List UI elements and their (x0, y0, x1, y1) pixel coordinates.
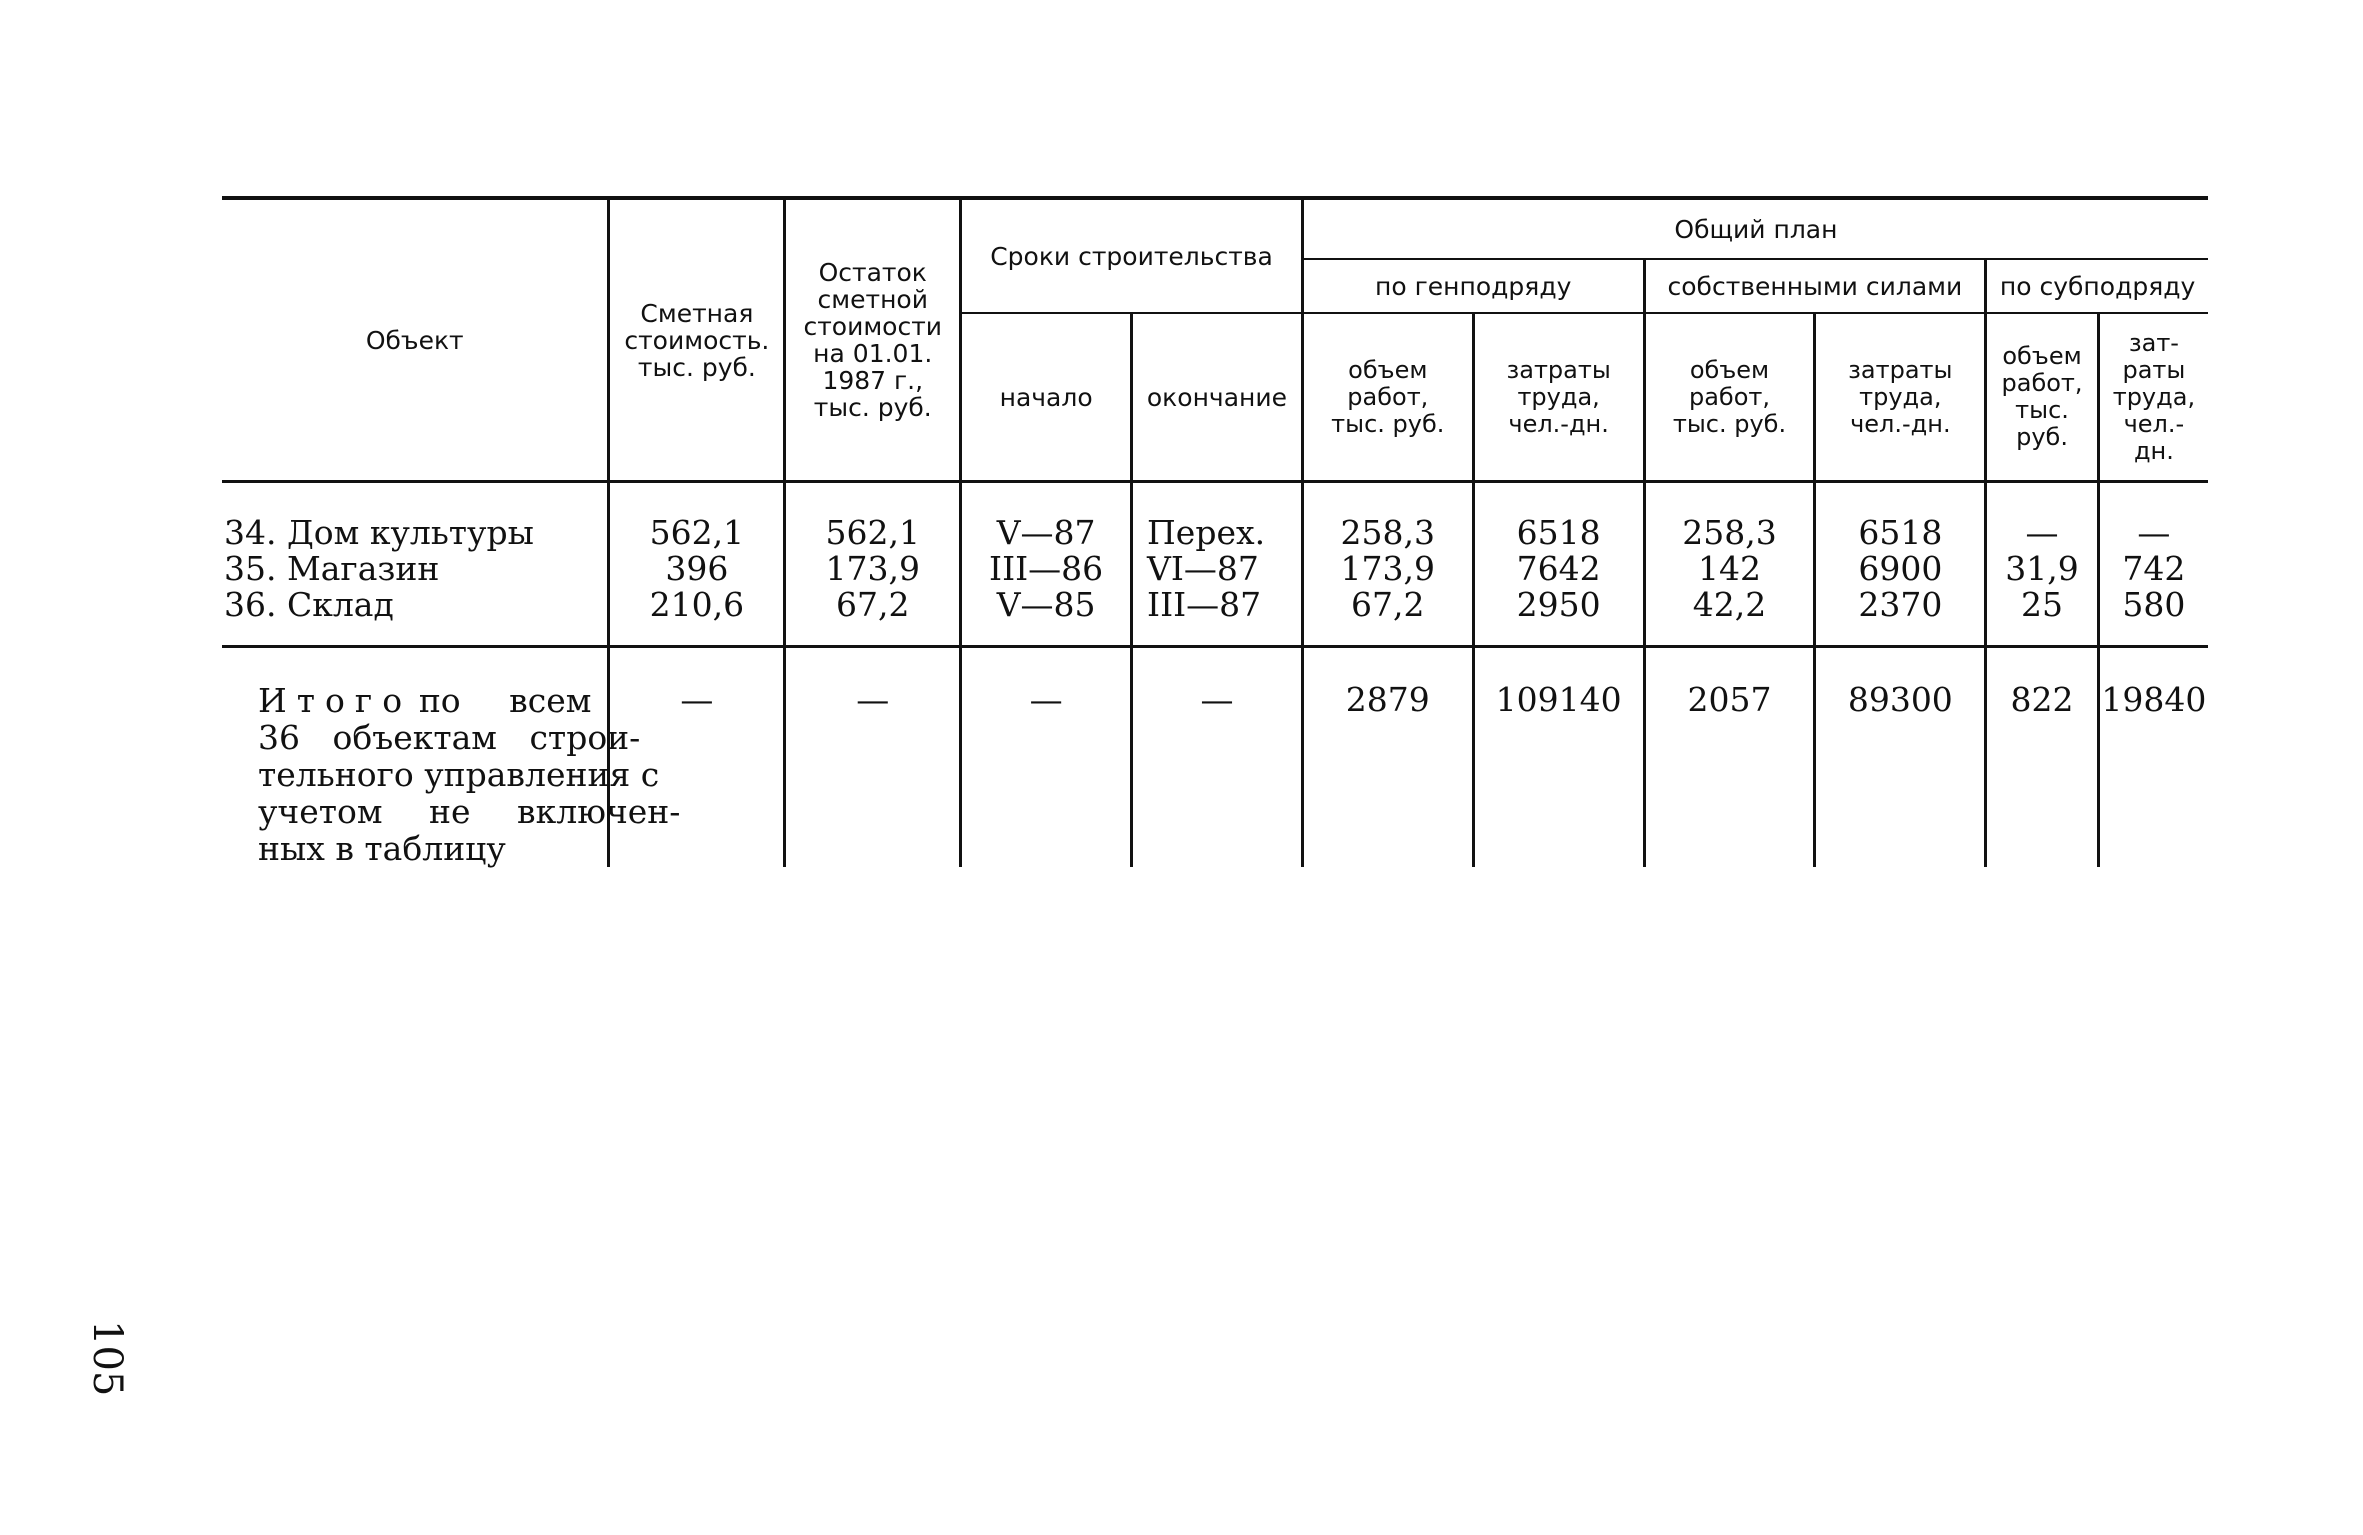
cell-gen-labor: 6518 7642 2950 (1473, 493, 1644, 647)
cell-sub-labor: — 742 580 (2098, 493, 2208, 647)
cell-remaining-cost: 562,1 173,9 67,2 (785, 493, 961, 647)
cell-total-own-volume: 2057 (1644, 647, 1815, 868)
cell-gen-volume: 258,3 173,9 67,2 (1302, 493, 1473, 647)
cell-total-start: — (961, 647, 1132, 868)
header-own-forces: собственными силами (1644, 259, 1986, 313)
cell-total-remaining-cost: — (785, 647, 961, 868)
header-general-plan: Общий план (1302, 198, 2208, 259)
total-label-lead: Итого (258, 681, 413, 720)
header-start: начало (961, 313, 1132, 482)
cell-start: V—87 III—86 V—85 (961, 493, 1132, 647)
construction-objects-table (222, 196, 2208, 867)
cell-total-sub-volume: 822 (1986, 647, 2099, 868)
header-sub-labor: зат- раты труда, чел.- дн. (2098, 313, 2208, 482)
table-body (222, 482, 2208, 868)
header-gen-labor: затраты труда, чел.-дн. (1473, 313, 1644, 482)
header-general-contract: по генподряду (1302, 259, 1644, 313)
table-row-total (222, 647, 2208, 868)
header-gen-volume: объем работ, тыс. руб. (1302, 313, 1473, 482)
cell-total-gen-labor: 109140 (1473, 647, 1644, 868)
cell-end: Перех. VI—87 III—87 (1132, 493, 1303, 647)
cell-total-label: Итого по всем 36 объектам строи- тельного управления с учетом не включен- ных в таблицу (222, 647, 609, 868)
cell-sub-volume: — 31,9 25 (1986, 493, 2099, 647)
table-row-objects (222, 493, 2208, 647)
header-own-volume: объем работ, тыс. руб. (1644, 313, 1815, 482)
header-object: Объект (222, 198, 609, 482)
page-number: 105 (84, 1320, 130, 1397)
header-construction-terms: Сроки строительства (961, 198, 1303, 313)
header-sub-volume: объем работ, тыс. руб. (1986, 313, 2099, 482)
cell-total-gen-volume: 2879 (1302, 647, 1473, 868)
header-estimated-cost: Сметная стоимость. тыс. руб. (609, 198, 785, 482)
cell-total-sub-labor: 19840 (2098, 647, 2208, 868)
header-remaining-cost: Остаток сметной стоимости на 01.01. 1987 г., тыс. руб. (785, 198, 961, 482)
cell-own-labor: 6518 6900 2370 (1815, 493, 1986, 647)
cell-total-own-labor: 89300 (1815, 647, 1986, 868)
cell-own-volume: 258,3 142 42,2 (1644, 493, 1815, 647)
cell-total-estimated-cost: — (609, 647, 785, 868)
cell-estimated-cost: 562,1 396 210,6 (609, 493, 785, 647)
table-header (222, 198, 2208, 482)
header-subcontract: по субподряду (1986, 259, 2208, 313)
total-label-line-1: по всем (418, 681, 592, 720)
header-own-labor: затраты труда, чел.-дн. (1815, 313, 1986, 482)
header-end: окончание (1132, 313, 1303, 482)
cell-total-end: — (1132, 647, 1303, 868)
cell-object-names: 34. Дом культуры 35. Магазин 36. Склад (224, 513, 534, 624)
